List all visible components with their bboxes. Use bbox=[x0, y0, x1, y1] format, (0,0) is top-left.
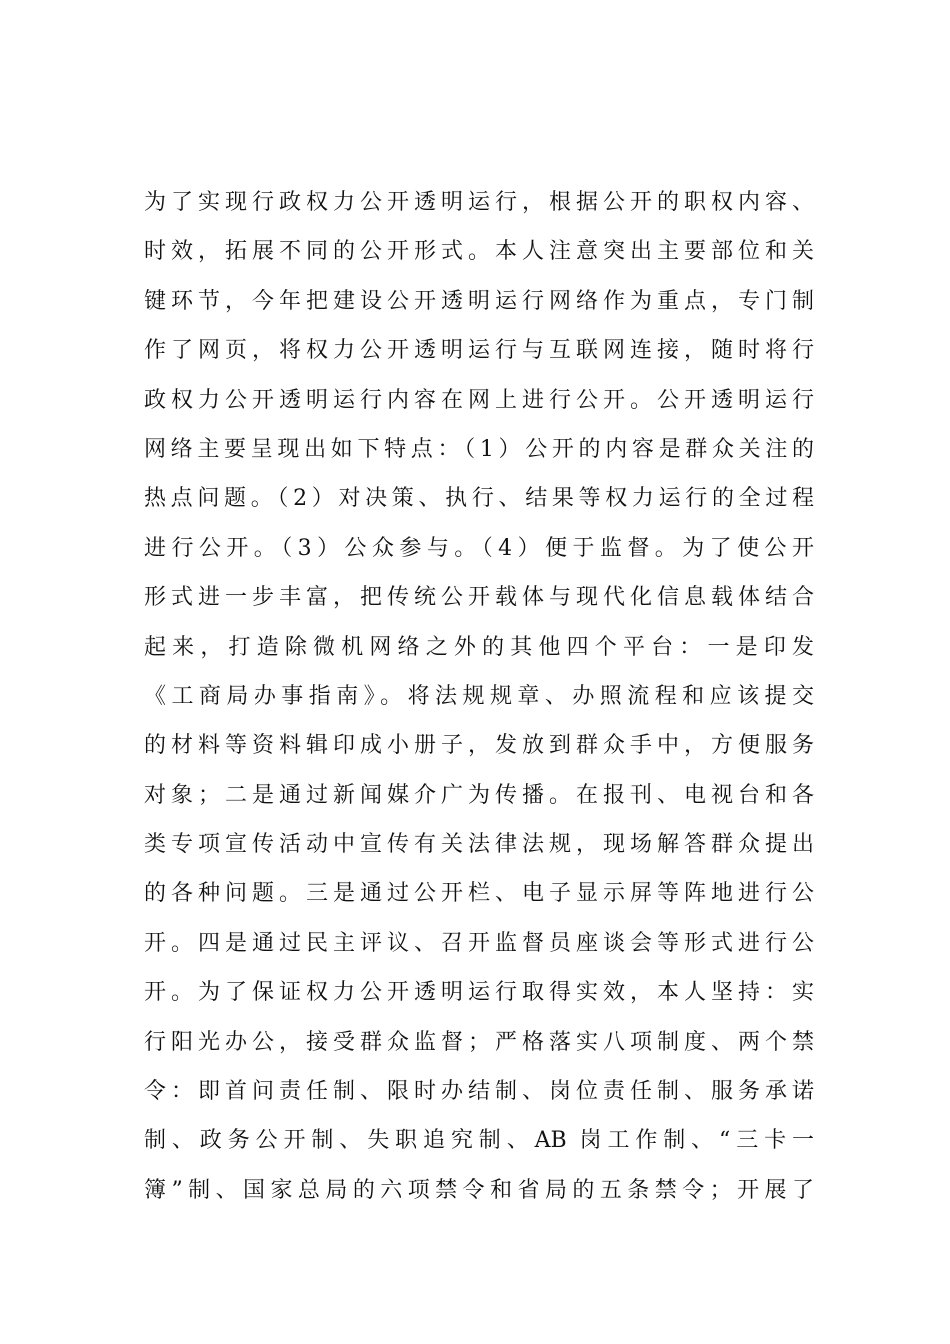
text-line: 时效，拓展不同的公开形式。本人注意突出主要部位和关 bbox=[144, 239, 814, 265]
text-line: 键环节，今年把建设公开透明运行网络作为重点，专门制 bbox=[144, 288, 814, 314]
text-line: 对象；二是通过新闻媒介广为传播。在报刊、电视台和各 bbox=[144, 782, 814, 808]
text-line: 行阳光办公，接受群众监督；严格落实八项制度、两个禁 bbox=[144, 1029, 814, 1055]
text-line: 政权力公开透明运行内容在网上进行公开。公开透明运行 bbox=[144, 387, 814, 413]
text-line: 作了网页，将权力公开透明运行与互联网连接，随时将行 bbox=[144, 338, 814, 364]
text-line: 进行公开。（3）公众参与。（4）便于监督。为了使公开 bbox=[144, 535, 814, 561]
text-line: 开。为了保证权力公开透明运行取得实效，本人坚持：实 bbox=[144, 980, 814, 1006]
text-line: 起来，打造除微机网络之外的其他四个平台：一是印发 bbox=[144, 634, 814, 660]
text-line: 类专项宣传活动中宣传有关法律法规，现场解答群众提出 bbox=[144, 832, 814, 858]
text-line: 令：即首问责任制、限时办结制、岗位责任制、服务承诺 bbox=[144, 1079, 814, 1105]
text-line: 的各种问题。三是通过公开栏、电子显示屏等阵地进行公 bbox=[144, 881, 814, 907]
text-line: 簿”制、国家总局的六项禁令和省局的五条禁令；开展了 bbox=[144, 1177, 814, 1203]
text-line: 热点问题。（2）对决策、执行、结果等权力运行的全过程 bbox=[144, 486, 814, 512]
text-line: 的材料等资料辑印成小册子，发放到群众手中，方便服务 bbox=[144, 733, 814, 759]
text-line: 网络主要呈现出如下特点：（1）公开的内容是群众关注的 bbox=[144, 436, 814, 462]
text-line: 制、政务公开制、失职追究制、AB 岗工作制、“三卡一 bbox=[144, 1128, 814, 1154]
text-line: 形式进一步丰富，把传统公开载体与现代化信息载体结合 bbox=[144, 585, 814, 611]
text-line: 开。四是通过民主评议、召开监督员座谈会等形式进行公 bbox=[144, 930, 814, 956]
text-line: 为了实现行政权力公开透明运行，根据公开的职权内容、 bbox=[144, 190, 814, 215]
text-line: 《工商局办事指南》。将法规规章、办照流程和应该提交 bbox=[144, 683, 814, 709]
body-paragraph bbox=[144, 178, 814, 1215]
